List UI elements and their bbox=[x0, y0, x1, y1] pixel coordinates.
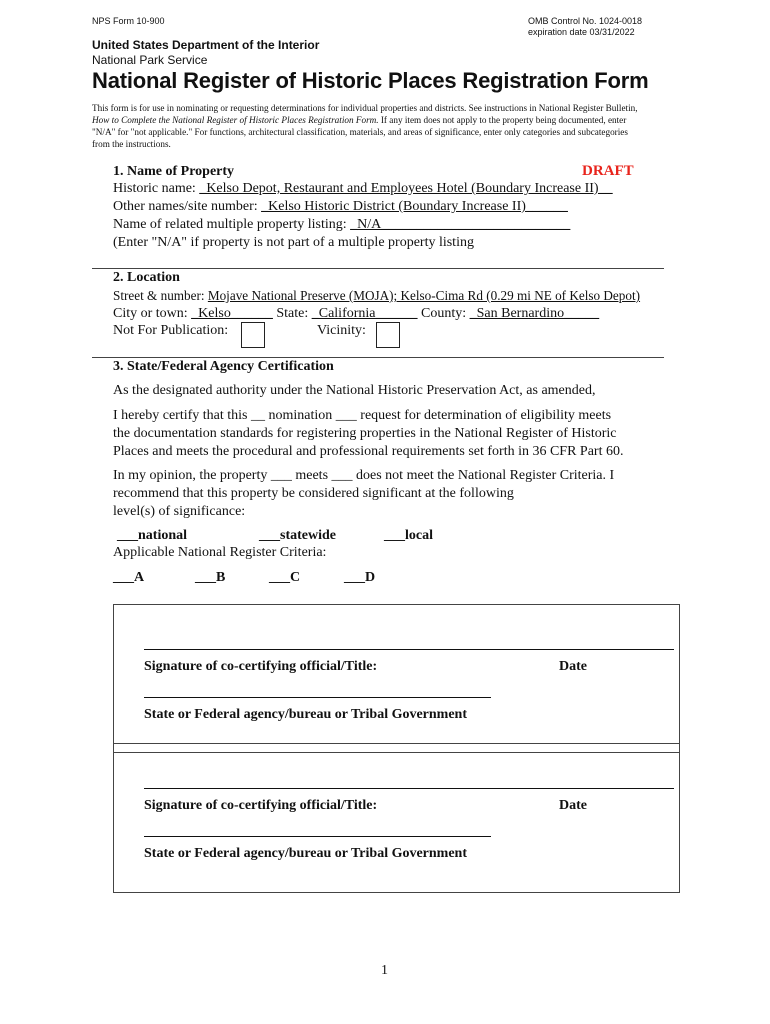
level-national[interactable]: ___national bbox=[117, 528, 188, 543]
multiple-property-note: (Enter "N/A" if property is not part of a multiple property listing bbox=[113, 235, 474, 250]
agency-line-2[interactable] bbox=[144, 836, 491, 837]
vicinity-checkbox[interactable] bbox=[376, 322, 400, 348]
section-2-heading: 2. Location bbox=[113, 270, 180, 285]
expiration-date: expiration date 03/31/2022 bbox=[528, 27, 635, 37]
date-label-2: Date bbox=[559, 798, 587, 813]
omb-control-number: OMB Control No. 1024-0018 bbox=[528, 16, 643, 26]
date-label-1: Date bbox=[559, 659, 587, 674]
page-number: 1 bbox=[381, 963, 388, 978]
bulletin-title: How to Complete the National Register of Historic Places Registration Form. bbox=[92, 115, 379, 125]
state-label: State: bbox=[272, 306, 312, 321]
criterion-c[interactable]: ___C bbox=[269, 570, 301, 585]
certify-line-2: the documentation standards for registering properties in the National Register of Historic bbox=[113, 426, 617, 441]
signature-box-1 bbox=[113, 604, 680, 753]
service-name: National Park Service bbox=[92, 53, 208, 67]
street-row bbox=[113, 288, 640, 304]
level-local[interactable]: ___local bbox=[384, 528, 433, 543]
intro-text bbox=[92, 102, 682, 150]
intro-line-2 bbox=[92, 114, 682, 126]
signature-label-2: Signature of co-certifying official/Title: bbox=[144, 798, 378, 813]
criterion-d[interactable]: ___D bbox=[344, 570, 376, 585]
other-names-field[interactable]: _Kelso Historic District (Boundary Increase II)______ bbox=[261, 199, 568, 214]
city-label: City or town: bbox=[113, 306, 192, 321]
certification-paragraph bbox=[113, 407, 624, 461]
certify-line-3: Places and meets the procedural and professional requirements set forth in 36 CFR Part 60. bbox=[113, 444, 624, 459]
state-field[interactable]: _California______ bbox=[311, 306, 418, 321]
signature-label-1: Signature of co-certifying official/Title: bbox=[144, 659, 378, 674]
street-field[interactable]: Mojave National Preserve (MOJA); Kelso-Cima Rd (0.29 mi NE of Kelso Depot) bbox=[207, 288, 641, 303]
other-names-label: Other names/site number: bbox=[113, 199, 262, 214]
certify-line-1: I hereby certify that this __ nomination ___ request for determination of eligibility meets bbox=[113, 408, 612, 423]
signature-line-2[interactable] bbox=[144, 788, 674, 789]
divider-1 bbox=[92, 268, 664, 269]
street-label: Street & number: bbox=[113, 288, 208, 303]
agency-name: United States Department of the Interior bbox=[92, 38, 320, 52]
not-for-publication-label: Not For Publication: bbox=[113, 323, 229, 338]
page-title: National Register of Historic Places Registration Form bbox=[92, 68, 649, 93]
opinion-paragraph bbox=[113, 467, 614, 521]
city-state-county-row bbox=[113, 306, 599, 322]
intro-line-4: from the instructions. bbox=[92, 139, 171, 149]
multiple-property-row bbox=[113, 217, 570, 233]
multiple-property-field[interactable]: _N/A___________________________ bbox=[350, 217, 571, 232]
intro-line-1: This form is for use in nominating or requesting determinations for individual properties and districts. See instructions in National Register Bulletin, bbox=[92, 103, 638, 113]
intro-line-2-rest: If any item does not apply to the property being documented, enter bbox=[378, 115, 627, 125]
other-names-row bbox=[113, 199, 568, 215]
criterion-a[interactable]: ___A bbox=[113, 570, 145, 585]
signature-line-1[interactable] bbox=[144, 649, 674, 650]
historic-name-field[interactable]: _Kelso Depot, Restaurant and Employees Hotel (Boundary Increase II)__ bbox=[199, 181, 613, 196]
divider-2 bbox=[92, 357, 664, 358]
agency-label-2: State or Federal agency/bureau or Tribal Government bbox=[144, 846, 468, 861]
opinion-line-3: level(s) of significance: bbox=[113, 504, 246, 519]
historic-name-row bbox=[113, 181, 613, 197]
historic-name-label: Historic name: bbox=[113, 181, 200, 196]
level-statewide[interactable]: ___statewide bbox=[259, 528, 336, 543]
criteria-label: Applicable National Register Criteria: bbox=[113, 545, 327, 560]
opinion-line-2: recommend that this property be considered significant at the following bbox=[113, 486, 514, 501]
not-for-publication-checkbox[interactable] bbox=[241, 322, 265, 348]
agency-line-1[interactable] bbox=[144, 697, 491, 698]
vicinity-label: Vicinity: bbox=[317, 323, 366, 338]
section-3-heading: 3. State/Federal Agency Certification bbox=[113, 359, 334, 374]
criterion-b[interactable]: ___B bbox=[195, 570, 226, 585]
agency-label-1: State or Federal agency/bureau or Tribal Government bbox=[144, 707, 468, 722]
multiple-property-label: Name of related multiple property listing: bbox=[113, 217, 351, 232]
city-field[interactable]: _Kelso______ bbox=[191, 306, 273, 321]
intro-line-3: "N/A" for "not applicable." For functions, architectural classification, materials, and areas of significance, enter only categories and subcategories bbox=[92, 127, 628, 137]
county-label: County: bbox=[417, 306, 470, 321]
section-1-heading: 1. Name of Property bbox=[113, 164, 235, 179]
signature-box-2 bbox=[113, 743, 680, 893]
form-number: NPS Form 10-900 bbox=[92, 16, 165, 26]
draft-stamp: DRAFT bbox=[582, 163, 634, 179]
authority-statement: As the designated authority under the National Historic Preservation Act, as amended, bbox=[113, 383, 596, 398]
opinion-line-1: In my opinion, the property ___ meets ___ does not meet the National Register Criteria. I bbox=[113, 468, 615, 483]
county-field[interactable]: _San Bernardino_____ bbox=[469, 306, 600, 321]
